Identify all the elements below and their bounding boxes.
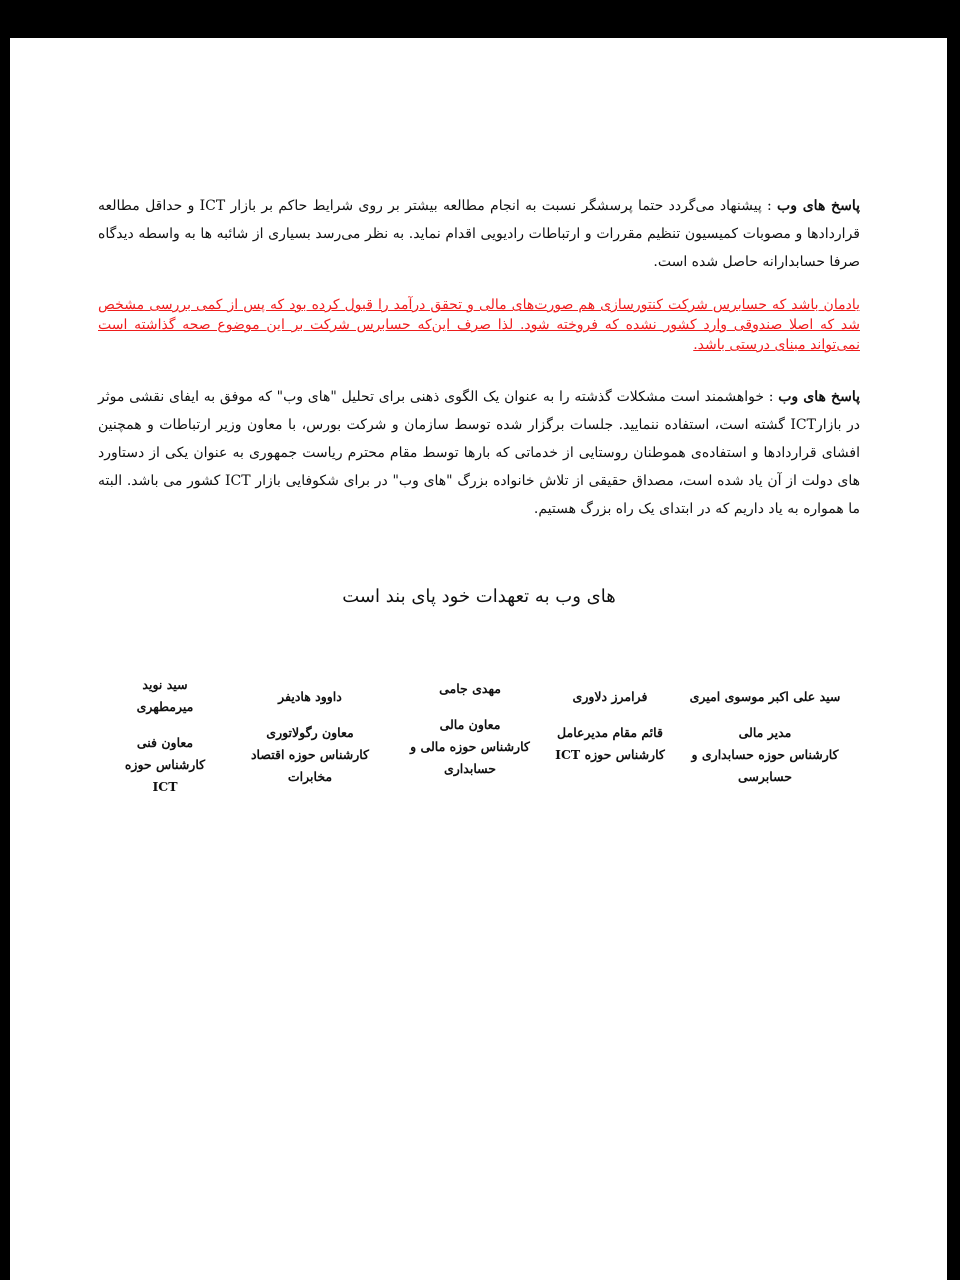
signatory-name: سید نوید میرمطهری: [136, 677, 194, 714]
signatory-role: مدیر مالی: [738, 725, 792, 740]
signatory-role: معاون رگولاتوری: [266, 725, 354, 740]
signatory-block: [550, 686, 670, 766]
response-label: پاسخ های وب: [777, 198, 860, 214]
signatory-block: [235, 686, 385, 788]
signatory-name: فرامرز دلاوری: [572, 689, 648, 704]
response-text: : پیشنهاد می‌گردد حتما پرسشگر نسبت به انجام مطالعه بیشتر بر روی شرایط حاکم بر بازار ICT و حداقل مطالعه قراردادها و مصوبات کمیسیون تنظیم مقررات و ارتباطات رادیویی اقدام نماید. به نظر می‌رسد بسیاری از شائبه ها به واسطه دیدگاه صرفا حسابدارانه حاصل شده است.: [98, 198, 860, 270]
signatory-role: معاون مالی: [439, 717, 501, 732]
response-text: : خواهشمند است مشکلات گذشته را به عنوان یک الگوی ذهنی برای تحلیل "های وب" که موفق به ایفای نقشی موثر در بازارICT گشته است، استفاده ننمایید. جلسات برگزار شده توسط سازمان و شرکت بورس، با معاون وزیر ارتباطات و همچنین افشای قراردادها و استفاده‌ی هموطنان روستایی از خدماتی که بارها توسط مقام محترم ریاست جمهوری به عنوان یکی از دستاورد های دولت از آن یاد شده است، مصداق حقیقی از تلاش خانواده بزرگ "های وب" در برای شکوفایی بازار ICT کشور می باشد. البته ما همواره به یاد داریم که در ابتدای یک راه بزرگ هستیم.: [98, 389, 861, 517]
signatory-title: کارشناس حوزه مالی و حسابداری: [410, 739, 530, 776]
signatory-block: [405, 678, 535, 780]
signatory-role: معاون فنی: [136, 735, 194, 750]
response-label: پاسخ های وب: [778, 389, 860, 405]
signatory-title: کارشناس حوزه ICT: [555, 747, 665, 762]
signatory-title: کارشناس حوزه حسابداری و حسابرسی: [691, 747, 839, 784]
signatory-role: قائم مقام مدیرعامل: [557, 725, 663, 740]
highlighted-note: یادمان باشد که حسابرس شرکت کنتورسازی هم صورت‌های مالی و تحقق درآمد را قبول کرده بود که پس از کمی بررسی مشخص شد که اصلا صندوقی وارد کشور نشده که فروخته شود. لذا صرف این‌که حسابرس شرکت بر این موضوع صحه گذاشته است نمی‌تواند مبنای درستی باشد.: [98, 297, 860, 353]
commitment-statement: های وب به تعهدات خود پای بند است: [342, 586, 616, 607]
signatory-block: [115, 674, 215, 798]
signatory-title: کارشناس حوزه ICT: [124, 757, 206, 794]
signatory-name: داوود هادیفر: [278, 689, 342, 704]
signatory-name: مهدی جامی: [439, 681, 501, 696]
signatory-block: [685, 686, 845, 788]
response-paragraph-1: [98, 192, 860, 276]
response-paragraph-2: [98, 383, 860, 523]
signatory-title: کارشناس حوزه اقتصاد مخابرات: [250, 747, 370, 784]
document-page: [10, 38, 947, 1280]
signatory-name: سید علی اکبر موسوی امیری: [689, 689, 841, 704]
